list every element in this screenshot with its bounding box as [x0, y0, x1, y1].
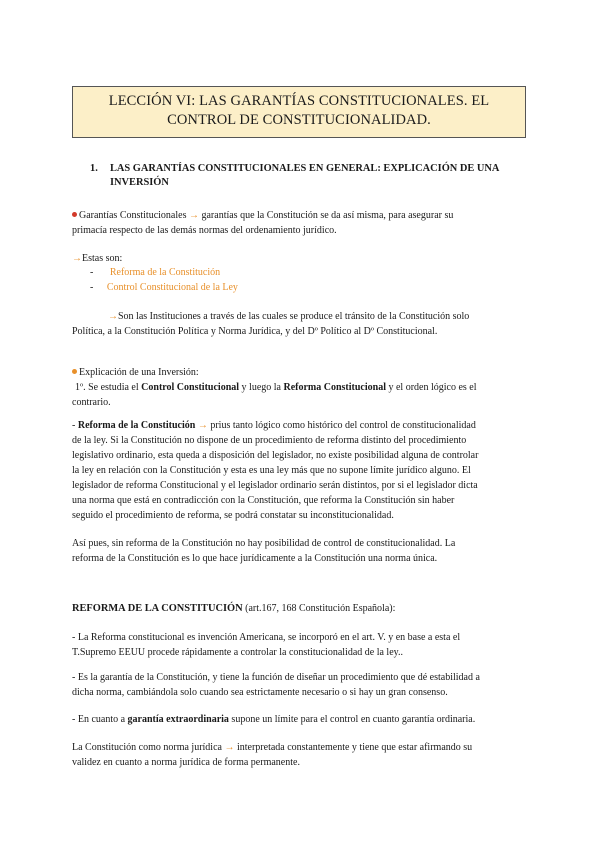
- explicacion-label: Explicación de una Inversión:: [79, 367, 199, 378]
- bullet-line: - Es la garantía de la Constitución, y tiene la función de diseñar un procedimiento que dé estabilidad a: [72, 672, 480, 683]
- bullet-text: supone un límite para el control en cuanto garantía ordinaria.: [228, 714, 476, 725]
- section-2-reference: (art.167, 168 Constitución Española):: [242, 603, 396, 614]
- explicacion-text: y luego la: [239, 382, 284, 393]
- norma-text: La Constitución como norma jurídica: [72, 742, 225, 753]
- arrow-icon: →: [72, 253, 82, 264]
- section-1-number: 1.: [90, 163, 98, 174]
- norma-line2: validez en cuanto a norma jurídica de forma permanente.: [72, 757, 300, 768]
- reforma-dash: -: [72, 420, 78, 431]
- explicacion-paragraph: [72, 365, 528, 410]
- asi-pues-line1: Así pues, sin reforma de la Constitución no hay posibilidad de control de constitucionalidad. La: [72, 538, 456, 549]
- instituciones-paragraph: [72, 309, 528, 339]
- asi-pues-line2: reforma de la Constitución es lo que hace jurídicamente a la Constitución una norma única.: [72, 553, 438, 564]
- reforma-line: de la ley. Si la Constitución no dispone de un procedimiento de reforma distinto del procedimiento: [72, 435, 467, 446]
- lesson-title-line1: LECCIÓN VI: LAS GARANTÍAS CONSTITUCIONALES. EL: [108, 93, 490, 109]
- reforma-line1-rest: prius tanto lógico como histórico del control de constitucionalidad: [207, 420, 476, 431]
- estas-son-label: Estas son:: [82, 253, 123, 264]
- arrow-icon: →: [188, 210, 199, 221]
- bullet-paragraph: [72, 630, 528, 660]
- bullet-line: dicha norma, cambiándola solo cuando sea estrictamente necesario o si hay un gran consenso.: [72, 687, 448, 698]
- garantias-line1-rest: garantías que la Constitución se da así misma, para asegurar su: [198, 210, 454, 221]
- bullet-paragraph: [72, 712, 528, 727]
- asi-pues-paragraph: [72, 536, 528, 566]
- reforma-line: seguido el procedimiento de reforma, se podrá constatar su inconstitucionalidad.: [72, 510, 394, 521]
- bullet-bold-term: garantía extraordinaria: [127, 714, 229, 725]
- arrow-icon: →: [224, 742, 235, 753]
- explicacion-bold-reforma: Reforma Constitucional: [283, 382, 386, 393]
- red-bullet-icon: [72, 212, 77, 217]
- lesson-title-box: [72, 86, 526, 138]
- explicacion-line3: contrario.: [72, 397, 111, 408]
- bullet-line: - La Reforma constitucional es invención Americana, se incorporó en el art. V. y en base a esta el: [72, 632, 461, 643]
- garantias-paragraph: [72, 208, 528, 238]
- reforma-bold-term: Reforma de la Constitución: [77, 420, 196, 431]
- section-2-title: REFORMA DE LA CONSTITUCIÓN: [72, 603, 243, 614]
- lesson-title-line2: CONTROL DE CONSTITUCIONALIDAD.: [167, 112, 431, 128]
- section-2-heading: [72, 602, 395, 616]
- list-item-text: Reforma de la Constitución: [109, 267, 221, 278]
- list-dash: -: [90, 267, 94, 278]
- explicacion-bold-control: Control Constitucional: [141, 382, 240, 393]
- section-1-title-line2: INVERSIÓN: [110, 177, 169, 188]
- reforma-line: una norma que está en contradicción con la Constitución, que reforma la Constitución sin haber: [72, 495, 455, 506]
- reforma-line: legislativo ordinario, esta queda a disposición del legislador, no existe posibilidad alguna de controlar: [72, 450, 479, 461]
- arrow-icon: →: [197, 420, 208, 431]
- explicacion-text: 1º. Se estudia el: [75, 382, 142, 393]
- bullet-text: - En cuanto a: [72, 714, 128, 725]
- garantias-term: Garantías Constitucionales: [79, 210, 187, 221]
- norma-paragraph: [72, 740, 528, 770]
- norma-text: interpretada constantemente y tiene que estar afirmando su: [234, 742, 473, 753]
- reforma-paragraph: [72, 418, 528, 523]
- arrow-icon: →: [108, 311, 118, 322]
- explicacion-text: y el orden lógico es el: [385, 382, 477, 393]
- instituciones-line1: Son las Instituciones a través de las cuales se produce el tránsito de la Constitución solo: [118, 311, 470, 322]
- estas-son: [72, 251, 528, 266]
- list-dash: -: [90, 282, 94, 293]
- list-item: [90, 281, 238, 295]
- bullet-paragraph: [72, 670, 528, 700]
- list-item-text: Control Constitucional de la Ley: [106, 282, 238, 293]
- orange-bullet-icon: [72, 369, 77, 374]
- instituciones-line2: Política, a la Constitución Política y Norma Jurídica, y del Dº Político al Dº Constitucional.: [72, 326, 438, 337]
- reforma-line: legislador de reforma Constitucional y el legislador ordinario serán distintos, por si el legislador dicta: [72, 480, 478, 491]
- bullet-line: T.Supremo EEUU procede rápidamente a controlar la constitucionalidad de la ley..: [72, 647, 403, 658]
- garantias-line2: primacía respecto de las demás normas del ordenamiento jurídico.: [72, 225, 337, 236]
- list-item: [90, 266, 220, 280]
- section-1-title-line1: LAS GARANTÍAS CONSTITUCIONALES EN GENERAL: EXPLICACIÓN DE UNA: [110, 163, 500, 174]
- reforma-line: la ley en relación con la Constitución y esta es una ley más que no supone límite jurídico alguno. El: [72, 465, 471, 476]
